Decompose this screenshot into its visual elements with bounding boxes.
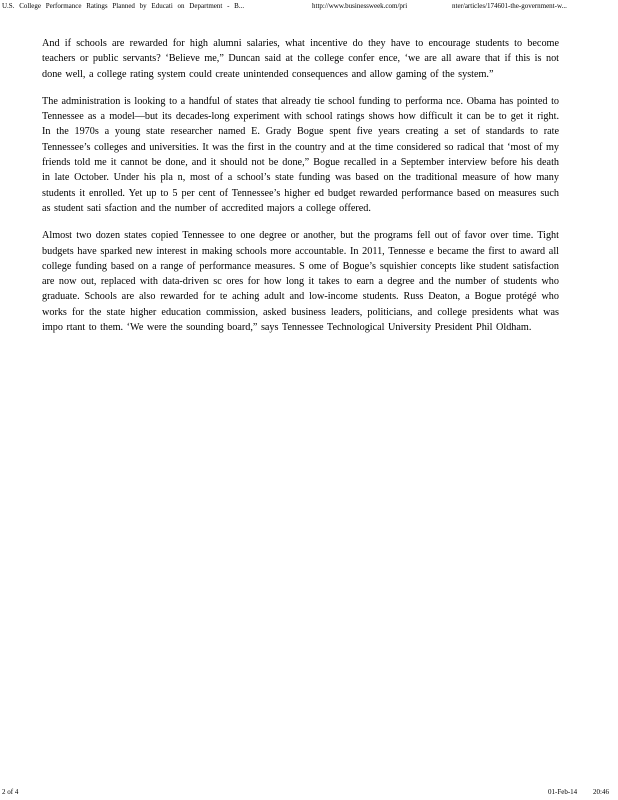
article-paragraph: The administration is looking to a handful of states that already tie school funding to performa nce. Obama has pointed to Tennessee as a model—but its decades-long experiment with school ratings shows how difficult it can be to get it right. In the 1970s a young state researcher named E. Grady Bogue spent five years creating a set of standards to rate Tennessee’s colleges and universities. It was the first in the country and at the time considered so radical that ‘most of my friends told me it cannot be done, and it should not be done,” Bogue recalled in a September interview before his death in late October. Under his pla n, most of a school’s state funding was based on the traditional measure of how many students it enrolled. Yet up to 5 per cent of Tennessee’s higher ed budget rewarded performance based on measures such as student sati sfaction and the number of accredited majors a college offered. xyxy=(42,95,559,214)
header-url: http://www.businessweek.com/pri xyxy=(312,2,408,10)
print-header xyxy=(0,0,618,12)
article-paragraph: Almost two dozen states copied Tennessee to one degree or another, but the programs fell out of favor over time. Tight budgets have sparked new interest in making schools more accountable. In 2011, Tennesse e became the first to award all college funding based on a range of performance measures. S ome of Bogue’s squishier concepts like student satisfaction are now out, replaced with data-driven sc ores for how long it takes to earn a degree and the number of students who graduate. Schools are also rewarded for te aching adult and low-income students. Russ Deaton, a Bogue protégé who works for the state higher education commission, asked business leaders, politicians, and college presidents what was impo rtant to them. ‘We were the sounding board,” says Tennessee Technological University President Phil Oldham. xyxy=(42,230,559,334)
page-number: 2 of 4 xyxy=(2,788,19,796)
header-url-tail: nter/articles/174601-the-government-w... xyxy=(452,2,567,10)
print-footer xyxy=(0,787,618,799)
article-body xyxy=(42,36,559,347)
header-title: U.S. College Performance Ratings Planned by Educati on Department - B... xyxy=(2,2,245,10)
article-paragraph: And if schools are rewarded for high alumni salaries, what incentive do they have to encourage students to become teachers or public servants? ‘Believe me,” Duncan said at the college confer ence, ‘we are all aware that if this is not done well, a college rating system could create unintended consequences and allow gaming of the system.” xyxy=(42,38,559,80)
print-time: 20:46 xyxy=(593,788,609,796)
print-date: 01-Feb-14 xyxy=(548,788,578,796)
